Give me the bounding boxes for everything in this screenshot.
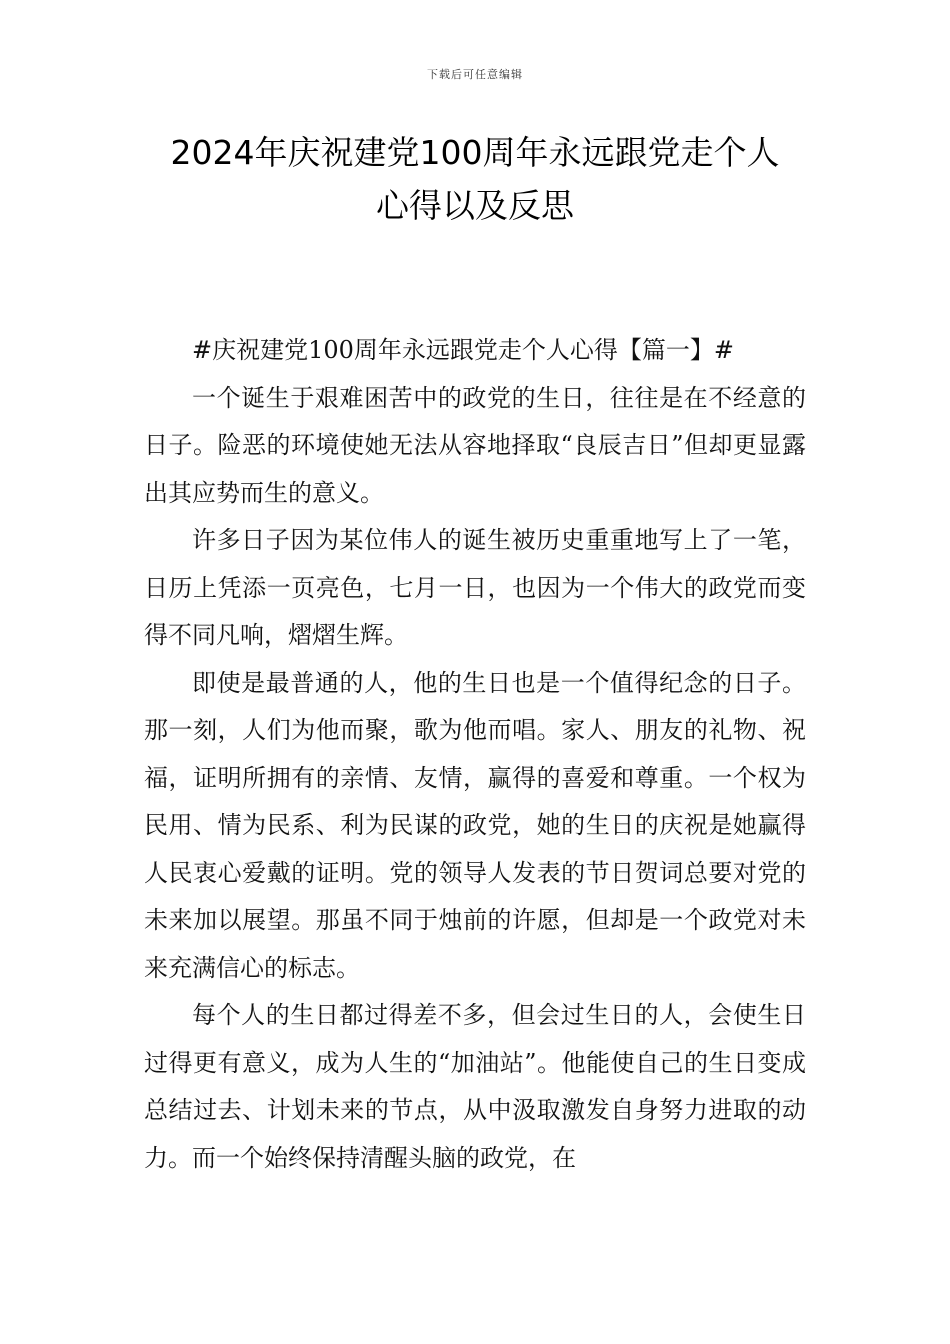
title-line-2: 心得以及反思 — [376, 186, 574, 225]
paragraph-3: 即使是最普通的人，他的生日也是一个值得纪念的日子。那一刻，人们为他而聚，歌为他而唱。家人、朋友的礼物、祝福，证明所拥有的亲情、友情，赢得的喜爱和尊重。一个权为民用、情为民系、利为民谋的政党，她的生日的庆祝是她赢得人民衷心爱戴的证明。党的领导人发表的节日贺词总要对党的未来加以展望。那虽不同于烛前的许愿，但却是一个政党对未来充满信心的标志。 — [144, 668, 806, 982]
paragraph-4: 每个人的生日都过得差不多，但会过生日的人，会使生日过得更有意义，成为人生的“加油站”。他能使自己的生日变成总结过去、计划未来的节点，从中汲取激发自身努力进取的动力。而一个始终保持清醒头脑的政党，在 — [144, 1001, 806, 1172]
paragraph-1: 一个诞生于艰难困苦中的政党的生日，往往是在不经意的日子。险恶的环境使她无法从容地择取“良辰吉日”但却更显露出其应势而生的意义。 — [144, 383, 806, 507]
section-heading: #庆祝建党100周年永远跟党走个人心得【篇一】# — [192, 336, 735, 364]
header-note: 下载后可任意编辑 — [427, 68, 523, 81]
document-body — [144, 327, 806, 1182]
paragraph-2: 许多日子因为某位伟人的诞生被历史重重地写上了一笔，日历上凭添一页亮色，七月一日，也因为一个伟大的政党而变得不同凡响，熠熠生辉。 — [144, 526, 806, 649]
title-line-1: 2024年庆祝建党100周年永远跟党走个人 — [170, 133, 780, 172]
document-title — [110, 126, 840, 232]
